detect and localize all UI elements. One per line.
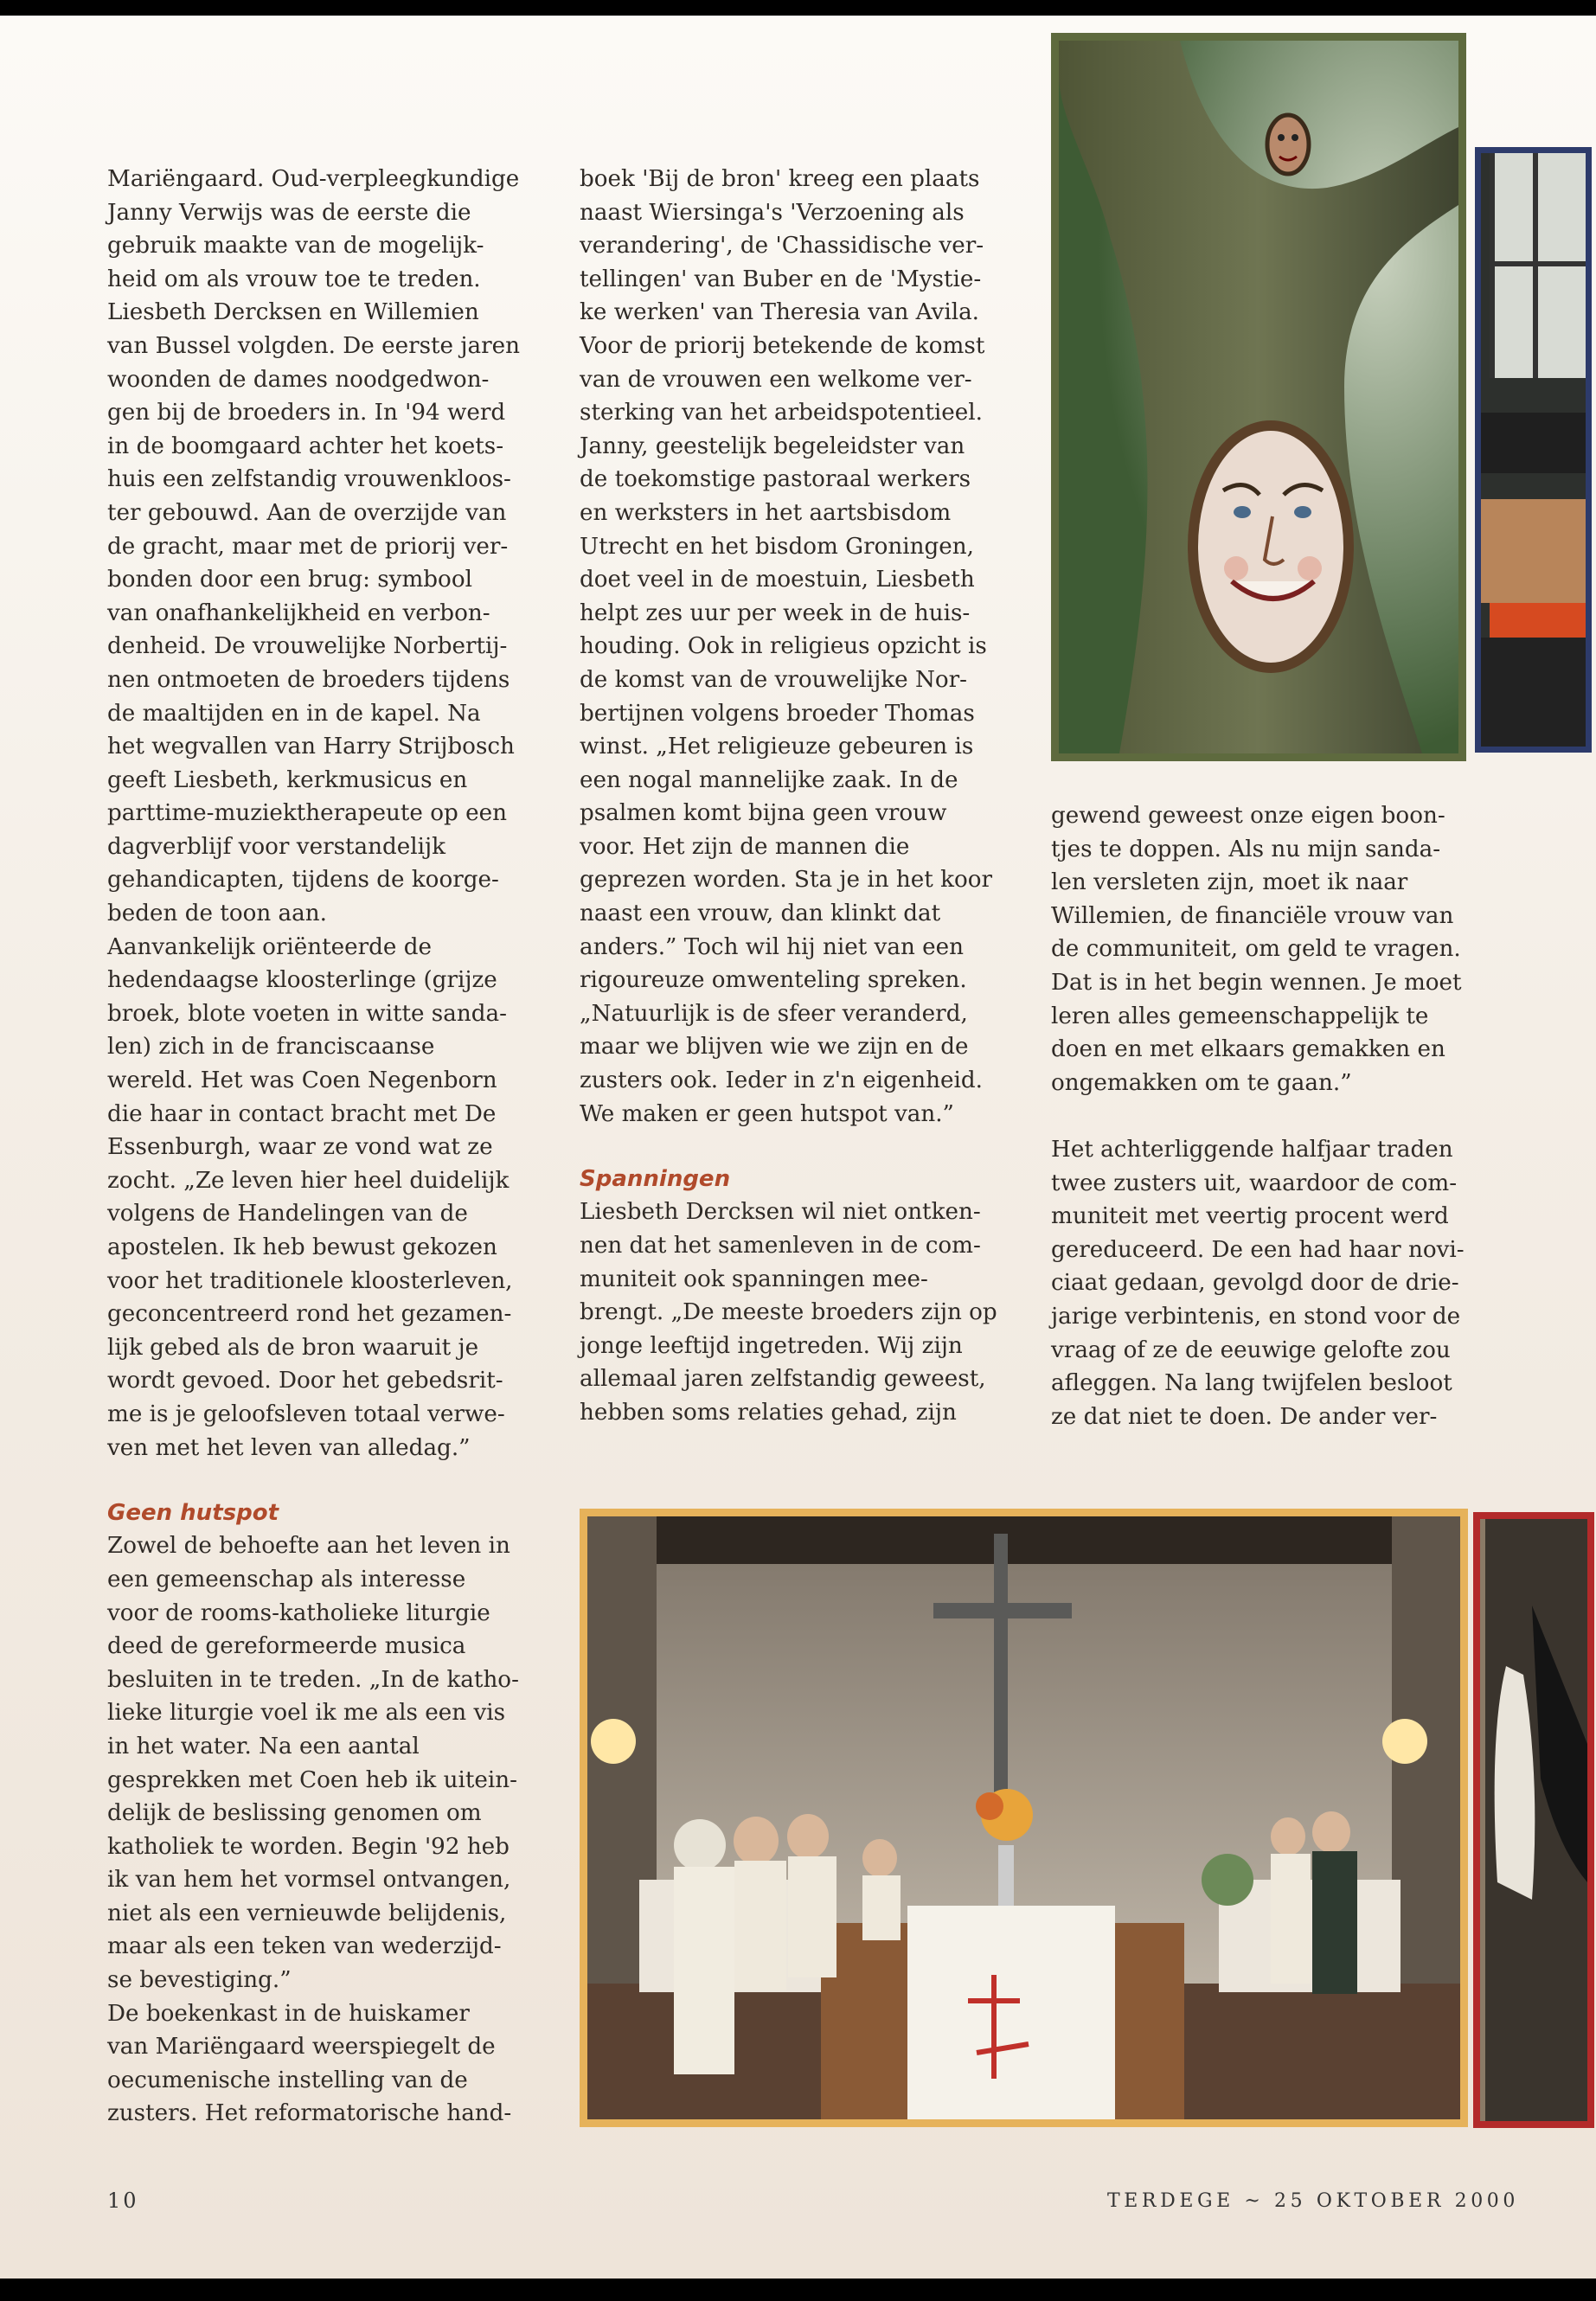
text-line: maar als een teken van wederzijd- xyxy=(107,1933,502,1960)
text-line: Het achterliggende halfjaar traden xyxy=(1051,1136,1453,1163)
text-line: doet veel in de moestuin, Liesbeth xyxy=(580,567,975,593)
text-line: Voor de priorij betekende de komst xyxy=(580,332,985,359)
tree-face-photo xyxy=(1051,33,1466,761)
text-line: ik van hem het vormsel ontvangen, xyxy=(107,1867,511,1894)
text-line: Liesbeth Dercksen en Willemien xyxy=(107,299,479,326)
text-line: delijk de beslissing genomen om xyxy=(107,1800,482,1827)
robes-photo xyxy=(1473,1512,1594,2128)
text-line: Zowel de behoefte aan het leven in xyxy=(107,1533,510,1560)
window-interior-photo xyxy=(1475,147,1592,753)
text-line: zusters. Het reformatorische hand- xyxy=(107,2100,512,2127)
text-line: afleggen. Na lang twijfelen besloot xyxy=(1051,1370,1452,1397)
paragraph-gap xyxy=(1051,1099,1465,1133)
text-line: lijk gebed als de bron waaruit je xyxy=(107,1334,479,1361)
text-line: besluiten in te treden. „In de katho- xyxy=(107,1666,519,1693)
text-line: de gracht, maar met de priorij ver- xyxy=(107,533,509,560)
text-line: gereduceerd. De een had haar novi- xyxy=(1051,1236,1465,1263)
text-line: hedendaagse kloosterlinge (grijze xyxy=(107,967,497,994)
text-line: broek, blote voeten in witte sanda- xyxy=(107,1000,507,1027)
subheading: Spanningen xyxy=(580,1165,731,1192)
text-line: geeft Liesbeth, kerkmusicus en xyxy=(107,766,468,793)
text-line: en werksters in het aartsbisdom xyxy=(580,499,952,526)
text-line: voor de rooms-katholieke liturgie xyxy=(107,1599,490,1626)
text-line: gebruik maakte van de mogelijk- xyxy=(107,233,484,260)
text-line: deed de gereformeerde musica xyxy=(107,1633,466,1660)
text-line: beden de toon aan. xyxy=(107,901,327,927)
text-line: leren alles gemeenschappelijk te xyxy=(1051,1003,1429,1029)
text-line: tjes te doppen. Als nu mijn sanda- xyxy=(1051,836,1441,862)
text-line: volgens de Handelingen van de xyxy=(107,1201,468,1227)
text-line: jonge leeftijd ingetreden. Wij zijn xyxy=(580,1332,963,1359)
text-line: gen bij de broeders in. In '94 werd xyxy=(107,400,506,426)
text-line: Willemien, de financiële vrouw van xyxy=(1051,902,1454,929)
text-line: Essenburgh, waar ze vond wat ze xyxy=(107,1134,493,1161)
text-line: katholiek te worden. Begin '92 heb xyxy=(107,1833,510,1860)
text-line: muniteit met veertig procent werd xyxy=(1051,1203,1449,1230)
text-line: nen dat het samenleven in de com- xyxy=(580,1233,981,1259)
text-line: ven met het leven van alledag.” xyxy=(107,1434,471,1461)
text-line: die haar in contact bracht met De xyxy=(107,1100,497,1127)
text-line: zocht. „Ze leven hier heel duidelijk xyxy=(107,1167,510,1194)
text-line: brengt. „De meeste broeders zijn op xyxy=(580,1299,997,1326)
text-line: gesprekken met Coen heb ik uitein- xyxy=(107,1766,517,1793)
text-line: van Bussel volgden. De eerste jaren xyxy=(107,332,520,359)
text-line: voor. Het zijn de mannen die xyxy=(580,833,910,860)
text-line: naast Wiersinga's 'Verzoening als xyxy=(580,199,965,226)
text-column-3 xyxy=(1051,799,1465,1433)
text-line: van onafhankelijkheid en verbon- xyxy=(107,599,490,626)
text-line: houding. Ook in religieus opzicht is xyxy=(580,633,987,660)
text-line: twee zusters uit, waardoor de com- xyxy=(1051,1170,1458,1196)
text-line: gewend geweest onze eigen boon- xyxy=(1051,803,1445,829)
text-column-1 xyxy=(107,163,520,2131)
text-line: in de boomgaard achter het koets- xyxy=(107,433,504,459)
text-line: „Natuurlijk is de sfeer veranderd, xyxy=(580,1000,968,1027)
text-line: De boekenkast in de huiskamer xyxy=(107,2000,470,2027)
text-line: bonden door een brug: symbool xyxy=(107,567,472,593)
text-line: doen en met elkaars gemakken en xyxy=(1051,1036,1445,1063)
running-footer: TERDEGE ~ 25 OKTOBER 2000 xyxy=(1107,2190,1519,2212)
text-line: een gemeenschap als interesse xyxy=(107,1566,466,1593)
text-line: jarige verbintenis, en stond voor de xyxy=(1051,1303,1461,1330)
text-line: helpt zes uur per week in de huis- xyxy=(580,599,971,626)
text-line: sterking van het arbeidspotentieel. xyxy=(580,400,983,426)
text-column-2 xyxy=(580,163,997,1430)
paragraph-gap xyxy=(580,1131,997,1164)
paragraph-gap xyxy=(107,1465,520,1498)
text-line: tellingen' van Buber en de 'Mystie- xyxy=(580,266,982,292)
text-line: vraag of ze de eeuwige gelofte zou xyxy=(1051,1336,1451,1363)
text-line: parttime-muziektherapeute op een xyxy=(107,800,507,827)
text-line: gehandicapten, tijdens de koorge- xyxy=(107,867,499,894)
text-line: een nogal mannelijke zaak. In de xyxy=(580,766,958,793)
text-line: de maaltijden en in de kapel. Na xyxy=(107,700,481,727)
text-line: Janny Verwijs was de eerste die xyxy=(107,199,471,226)
text-line: niet als een vernieuwde belijdenis, xyxy=(107,1900,507,1926)
text-line: in het water. Na een aantal xyxy=(107,1733,420,1759)
text-line: oecumenische instelling van de xyxy=(107,2067,468,2093)
text-line: geconcentreerd rond het gezamen- xyxy=(107,1301,512,1328)
text-line: huis een zelfstandig vrouwenkloos- xyxy=(107,466,511,493)
text-line: van Mariëngaard weerspiegelt de xyxy=(107,2034,496,2061)
text-line: de komst van de vrouwelijke Nor- xyxy=(580,666,967,693)
text-line: winst. „Het religieuze gebeuren is xyxy=(580,734,974,760)
text-line: bertijnen volgens broeder Thomas xyxy=(580,700,975,727)
text-line: de toekomstige pastoraal werkers xyxy=(580,466,971,493)
text-line: van de vrouwen een welkome ver- xyxy=(580,366,972,393)
text-line: maar we blijven wie we zijn en de xyxy=(580,1034,969,1061)
text-line: de communiteit, om geld te vragen. xyxy=(1051,936,1461,963)
text-line: heid om als vrouw toe te treden. xyxy=(107,266,481,292)
text-line: hebben soms relaties gehad, zijn xyxy=(580,1399,957,1426)
text-line: dagverblijf voor verstandelijk xyxy=(107,833,446,860)
text-line: nen ontmoeten de broeders tijdens xyxy=(107,666,510,693)
text-line: len) zich in de franciscaanse xyxy=(107,1034,435,1061)
text-line: verandering', de 'Chassidische ver- xyxy=(580,233,984,260)
text-line: muniteit ook spanningen mee- xyxy=(580,1266,928,1292)
text-line: denheid. De vrouwelijke Norbertij- xyxy=(107,633,508,660)
text-line: len versleten zijn, moet ik naar xyxy=(1051,869,1408,896)
text-line: wordt gevoed. Door het gebedsrit- xyxy=(107,1368,503,1394)
text-line: Liesbeth Dercksen wil niet ontken- xyxy=(580,1199,981,1226)
text-line: anders.” Toch wil hij niet van een xyxy=(580,933,965,960)
text-line: naast een vrouw, dan klinkt dat xyxy=(580,901,941,927)
text-line: woonden de dames noodgedwon- xyxy=(107,366,490,393)
text-line: Utrecht en het bisdom Groningen, xyxy=(580,533,974,560)
text-line: ongemakken om te gaan.” xyxy=(1051,1069,1352,1096)
text-line: geprezen worden. Sta je in het koor xyxy=(580,867,993,894)
text-line: ter gebouwd. Aan de overzijde van xyxy=(107,499,507,526)
text-line: Dat is in het begin wennen. Je moet xyxy=(1051,969,1462,996)
text-line: We maken er geen hutspot van.” xyxy=(580,1100,954,1127)
text-line: ciaat gedaan, gevolgd door de drie- xyxy=(1051,1270,1459,1297)
text-line: me is je geloofsleven totaal verwe- xyxy=(107,1400,505,1427)
text-line: wereld. Het was Coen Negenborn xyxy=(107,1067,497,1094)
text-line: se bevestiging.” xyxy=(107,1967,292,1994)
text-line: psalmen komt bijna geen vrouw xyxy=(580,800,947,827)
text-line: Mariëngaard. Oud-verpleegkundige xyxy=(107,166,520,192)
magazine-page xyxy=(0,16,1596,2279)
page-number: 10 xyxy=(107,2189,139,2213)
text-line: het wegvallen van Harry Strijbosch xyxy=(107,734,515,760)
text-line: voor het traditionele kloosterleven, xyxy=(107,1267,513,1294)
chapel-prayer-photo xyxy=(580,1509,1468,2127)
text-line: Janny, geestelijk begeleidster van xyxy=(580,433,965,459)
text-line: lieke liturgie voel ik me als een vis xyxy=(107,1700,506,1727)
text-line: zusters ook. Ieder in z'n eigenheid. xyxy=(580,1067,983,1094)
text-line: boek 'Bij de bron' kreeg een plaats xyxy=(580,166,980,192)
text-line: Aanvankelijk oriënteerde de xyxy=(107,933,433,960)
text-line: ze dat niet te doen. De ander ver- xyxy=(1051,1403,1438,1430)
text-line: rigoureuze omwenteling spreken. xyxy=(580,967,967,994)
text-line: allemaal jaren zelfstandig geweest, xyxy=(580,1366,986,1393)
text-line: ke werken' van Theresia van Avila. xyxy=(580,299,980,326)
text-line: apostelen. Ik heb bewust gekozen xyxy=(107,1234,497,1260)
subheading: Geen hutspot xyxy=(107,1499,279,1526)
